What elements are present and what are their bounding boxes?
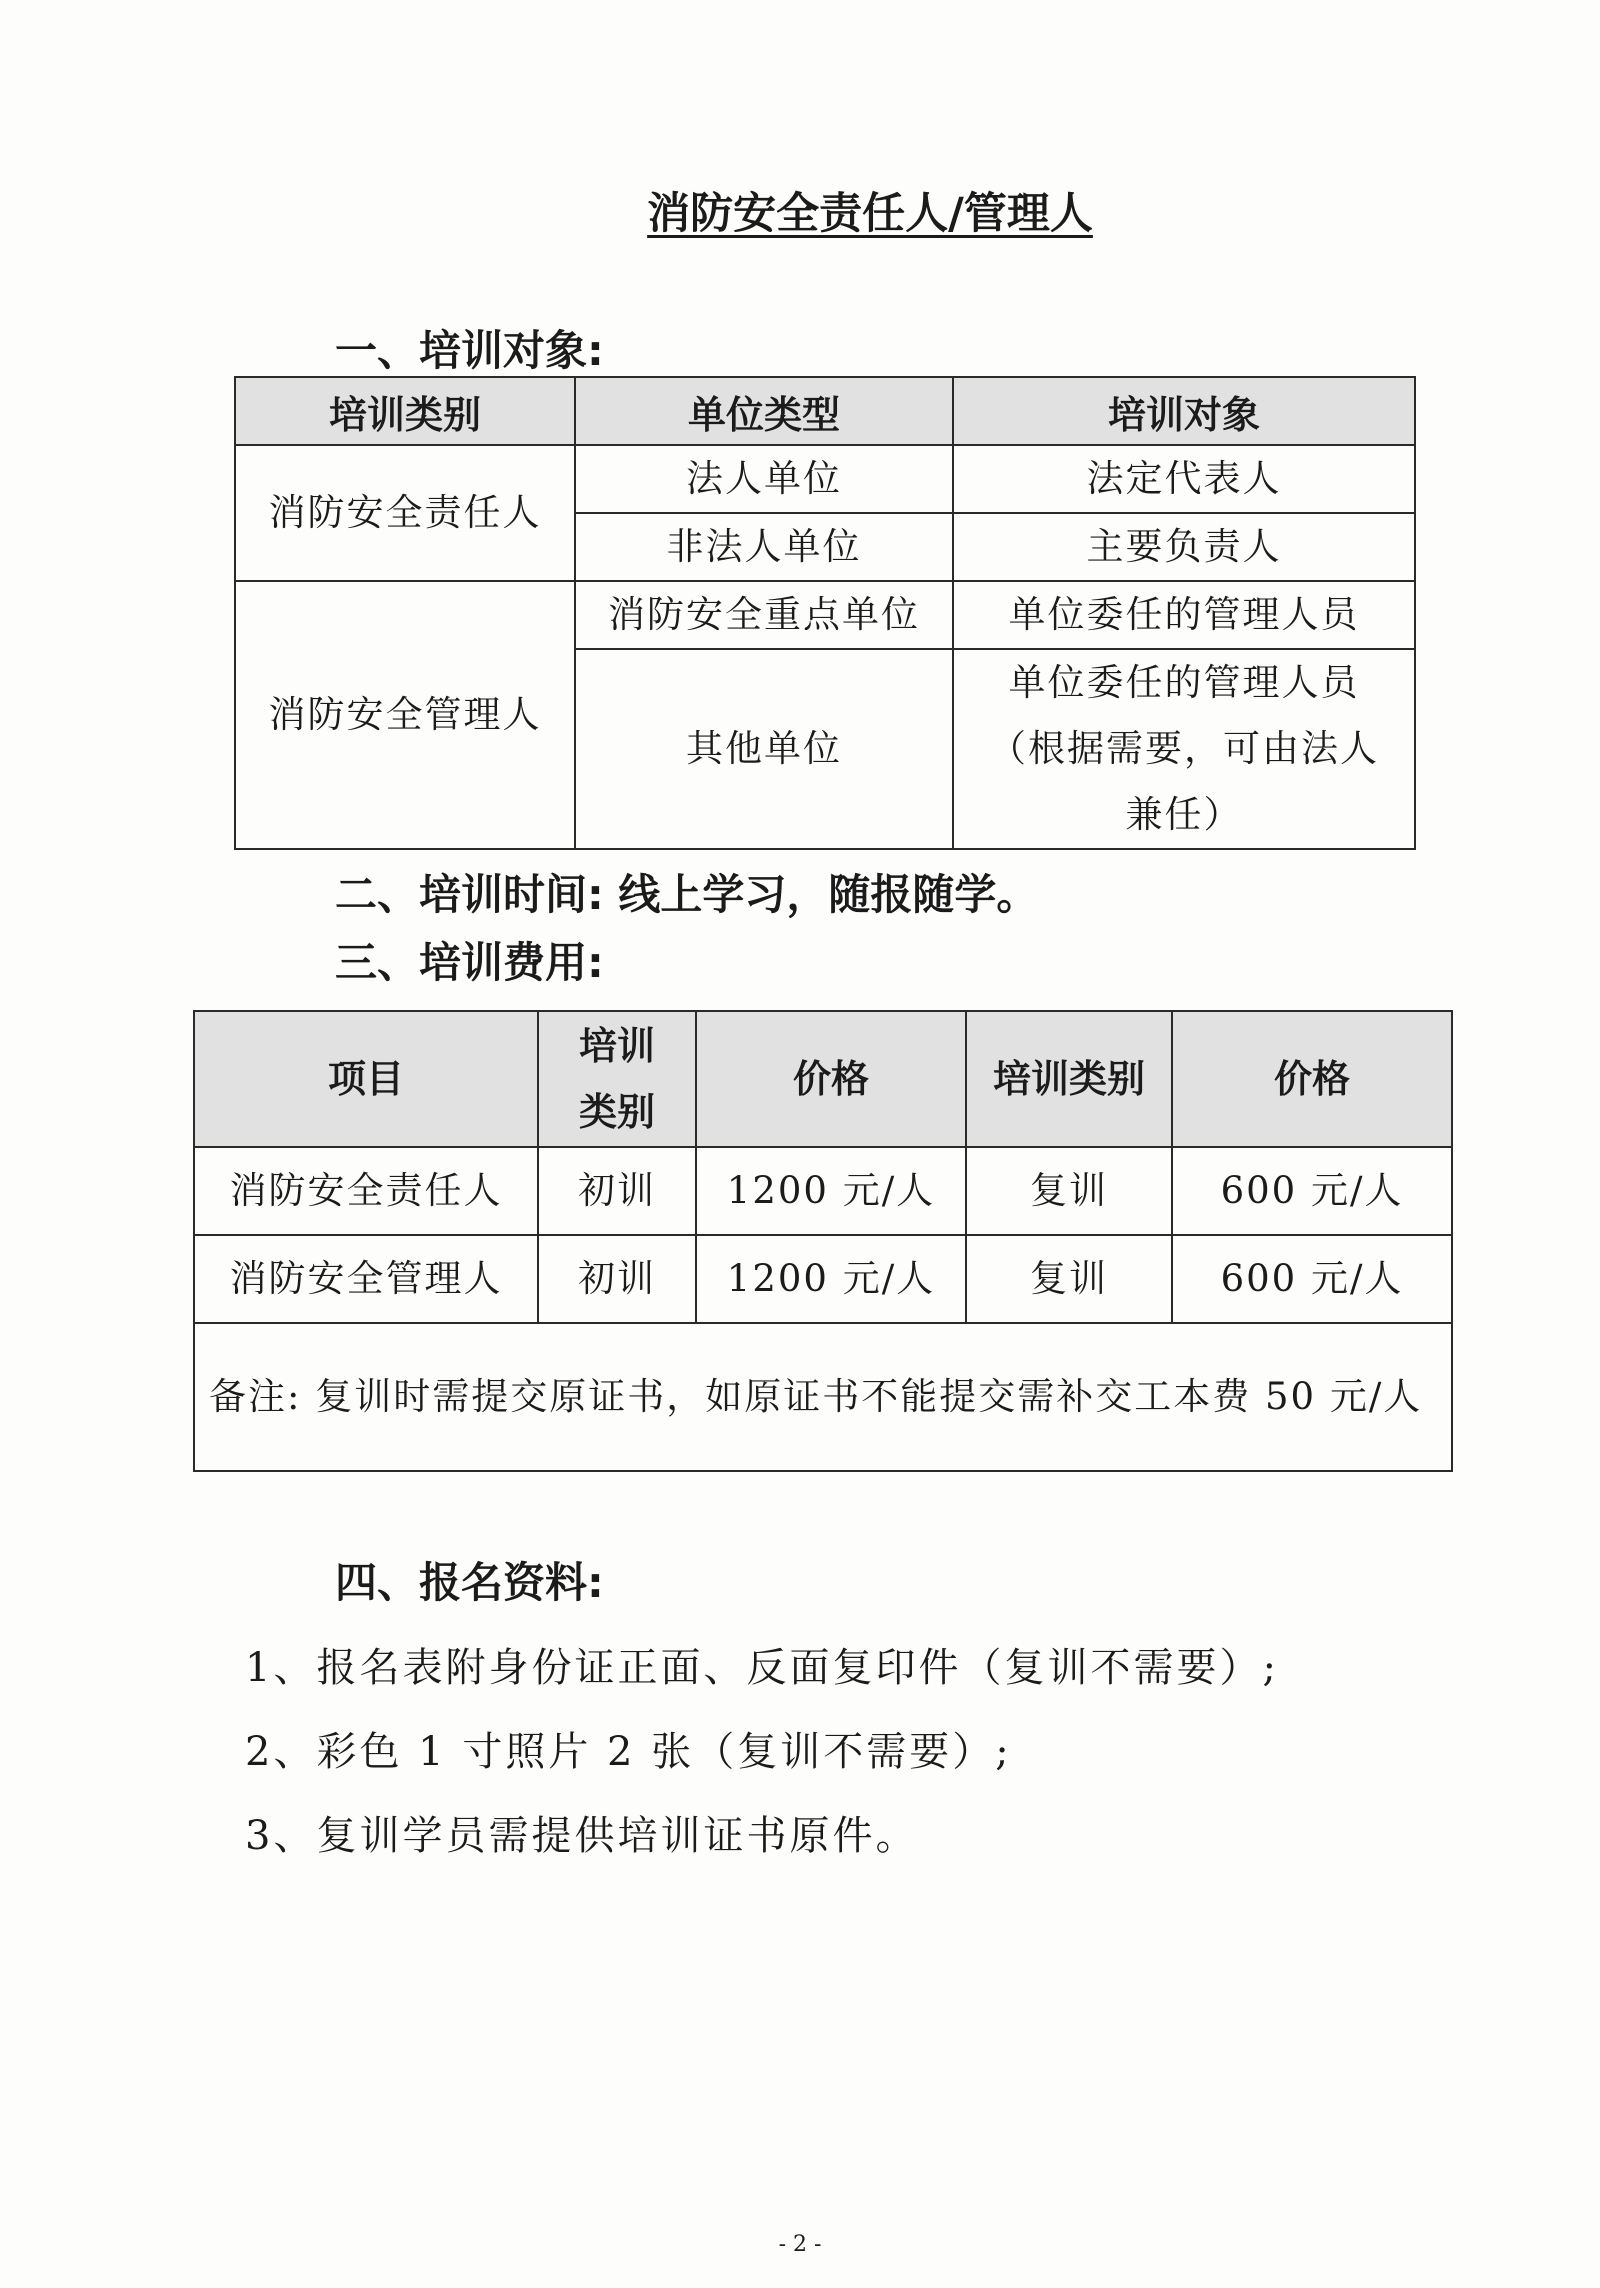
- table-row: [235, 445, 1415, 513]
- table-header-row: [194, 1011, 1452, 1147]
- section-3-heading: 三、培训费用:: [335, 938, 604, 987]
- table-row: [194, 1235, 1452, 1323]
- item-cell: 消防安全责任人: [194, 1147, 538, 1235]
- table-row: [194, 1147, 1452, 1235]
- page-number: - 2 -: [778, 2232, 822, 2257]
- section-2-heading: 二、培训时间: 线上学习，随报随学。: [335, 870, 1039, 919]
- target-cell: 单位委任的管理人员（根据需要，可由法人兼任）: [953, 649, 1415, 849]
- header-item: 项目: [194, 1011, 538, 1147]
- target-cell: 法定代表人: [953, 445, 1415, 513]
- list-item: 2、彩色 1 寸照片 2 张（复训不需要）;: [245, 1729, 1012, 1775]
- table-header-row: [235, 377, 1415, 445]
- header-unit-type: 单位类型: [575, 377, 953, 445]
- header-training-category: 培训类别: [235, 377, 575, 445]
- training-fee-table: [193, 1010, 1453, 1472]
- item-cell: 消防安全管理人: [194, 1235, 538, 1323]
- unit-type-cell: 法人单位: [575, 445, 953, 513]
- initial-price-cell: 1200 元/人: [696, 1235, 966, 1323]
- target-cell: 主要负责人: [953, 513, 1415, 581]
- renewal-price-cell: 600 元/人: [1172, 1147, 1452, 1235]
- initial-price-cell: 1200 元/人: [696, 1147, 966, 1235]
- list-item: 3、复训学员需提供培训证书原件。: [245, 1813, 919, 1859]
- initial-category-cell: 初训: [538, 1147, 696, 1235]
- unit-type-cell: 非法人单位: [575, 513, 953, 581]
- initial-category-cell: 初训: [538, 1235, 696, 1323]
- training-target-table: [234, 376, 1416, 850]
- unit-type-cell: 其他单位: [575, 649, 953, 849]
- header-initial-category: 培训类别: [538, 1011, 696, 1147]
- renewal-price-cell: 600 元/人: [1172, 1235, 1452, 1323]
- fee-note: 备注: 复训时需提交原证书，如原证书不能提交需补交工本费 50 元/人: [194, 1323, 1452, 1471]
- page-title: 消防安全责任人/管理人: [647, 189, 1093, 239]
- unit-type-cell: 消防安全重点单位: [575, 581, 953, 649]
- list-item: 1、报名表附身份证正面、反面复印件（复训不需要）;: [245, 1645, 1279, 1691]
- section-4-heading: 四、报名资料:: [335, 1558, 604, 1607]
- table-row: [235, 581, 1415, 649]
- header-training-target: 培训对象: [953, 377, 1415, 445]
- category-cell: 消防安全管理人: [235, 581, 575, 849]
- header-renewal-category: 培训类别: [966, 1011, 1172, 1147]
- category-cell: 消防安全责任人: [235, 445, 575, 581]
- header-renewal-price: 价格: [1172, 1011, 1452, 1147]
- table-row: [194, 1323, 1452, 1471]
- renewal-category-cell: 复训: [966, 1235, 1172, 1323]
- renewal-category-cell: 复训: [966, 1147, 1172, 1235]
- section-1-heading: 一、培训对象:: [335, 326, 604, 375]
- target-cell: 单位委任的管理人员: [953, 581, 1415, 649]
- header-initial-price: 价格: [696, 1011, 966, 1147]
